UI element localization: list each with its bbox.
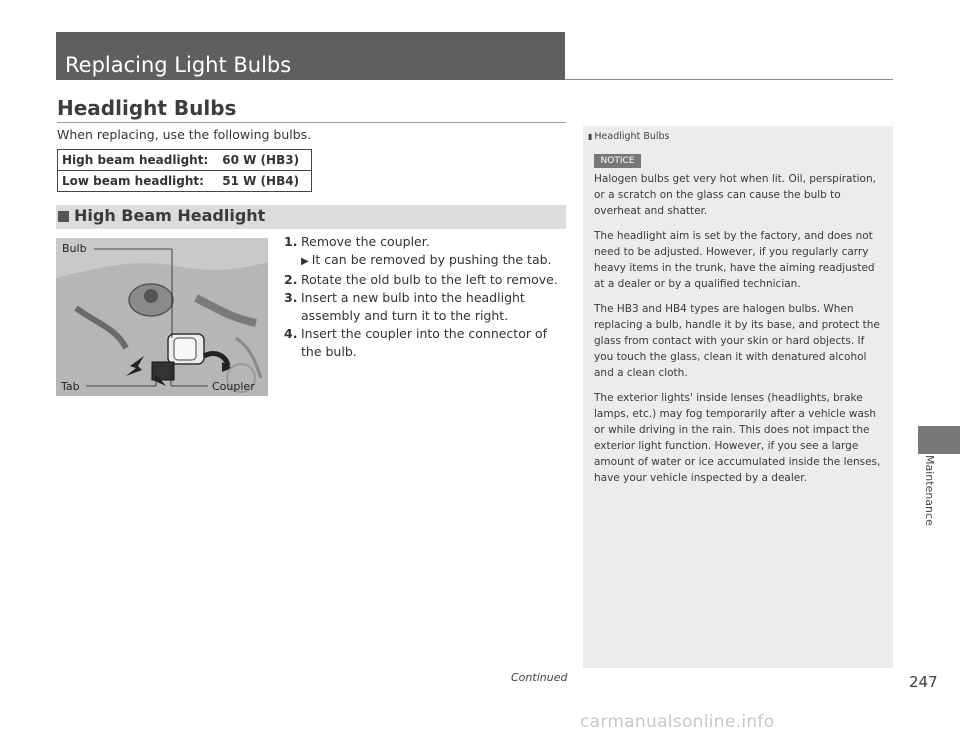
chapter-tab-marker [918,426,960,454]
notice-badge: NOTICE [594,154,641,168]
section-rule [57,122,566,123]
page-number: 247 [909,673,938,691]
list-item [284,271,569,289]
subsection-header [56,205,566,229]
step-subtext: It can be removed by pushing the tab. [311,252,552,267]
sidebar-body [594,171,886,495]
chapter-tab [923,455,937,545]
chapter-header [56,32,565,80]
step-number: 2. [284,272,298,287]
chapter-tab-label: Maintenance [923,455,936,526]
sidebar-paragraph: The HB3 and HB4 types are halogen bulbs. When replacing a bulb, handle it by its base, and protect the glass from contact with your skin or hard objects. If you touch the glass, clean it with denatured alcohol and a clean cloth. [594,303,880,379]
bulb-label: High beam headlight: [58,150,215,171]
sidebar-heading [588,131,669,142]
chapter-title: Replacing Light Bulbs [65,53,292,77]
reference-mark-icon: ▮ [588,132,593,141]
table-row [58,150,312,171]
watermark: carmanualsonline.info [580,712,775,732]
list-item [284,233,569,271]
bulb-spec-table [57,149,312,192]
bulb-callout: Bulb [62,242,87,255]
continued-label: Continued [511,671,568,684]
sidebar-paragraph: Halogen bulbs get very hot when lit. Oil, perspiration, or a scratch on the glass can cause the bulb to overheat and shatter. [594,173,876,217]
bulb-value: 51 W (HB4) [222,173,300,188]
headlight-photo [56,238,268,396]
table-row [58,171,312,192]
sidebar-paragraph: The exterior lights' inside lenses (headlights, brake lamps, etc.) may fog temporarily after a vehicle wash or while driving in the rain. This does not impact the exterior light function. However, if you see a large amount of water or ice accumulated inside the lenses, have your vehicle inspected by a dealer. [594,392,881,484]
list-item [284,289,569,325]
step-text: Remove the coupler. [301,234,430,249]
sidebar-paragraph: The headlight aim is set by the factory, and does not need to be adjusted. However, if you regularly carry heavy items in the trunk, have the aiming readjusted at a dealer or by a qualified technician. [594,230,875,290]
step-number: 4. [284,326,298,341]
sidebar-heading-text: Headlight Bulbs [594,131,670,142]
section-intro: When replacing, use the following bulbs. [57,127,312,142]
step-text: Rotate the old bulb to the left to remove. [301,272,558,287]
engine-bay-illustration [56,238,268,396]
tab-callout: Tab [61,380,80,393]
step-list [284,233,569,361]
bulb-value: 60 W (HB3) [214,150,311,171]
square-bullet-icon [58,211,69,222]
section-title: Headlight Bulbs [57,96,237,120]
header-rule [565,79,893,80]
step-text: Insert a new bulb into the headlight assembly and turn it to the right. [301,290,525,323]
coupler-callout: Coupler [212,380,255,393]
bulb-label: Low beam headlight: [62,173,204,188]
step-text: Insert the coupler into the connector of the bulb. [301,326,548,359]
step-number: 3. [284,290,298,305]
arrow-right-icon: ▶ [301,256,309,267]
subsection-title: High Beam Headlight [74,206,266,225]
list-item [284,325,569,361]
step-number: 1. [284,234,298,249]
